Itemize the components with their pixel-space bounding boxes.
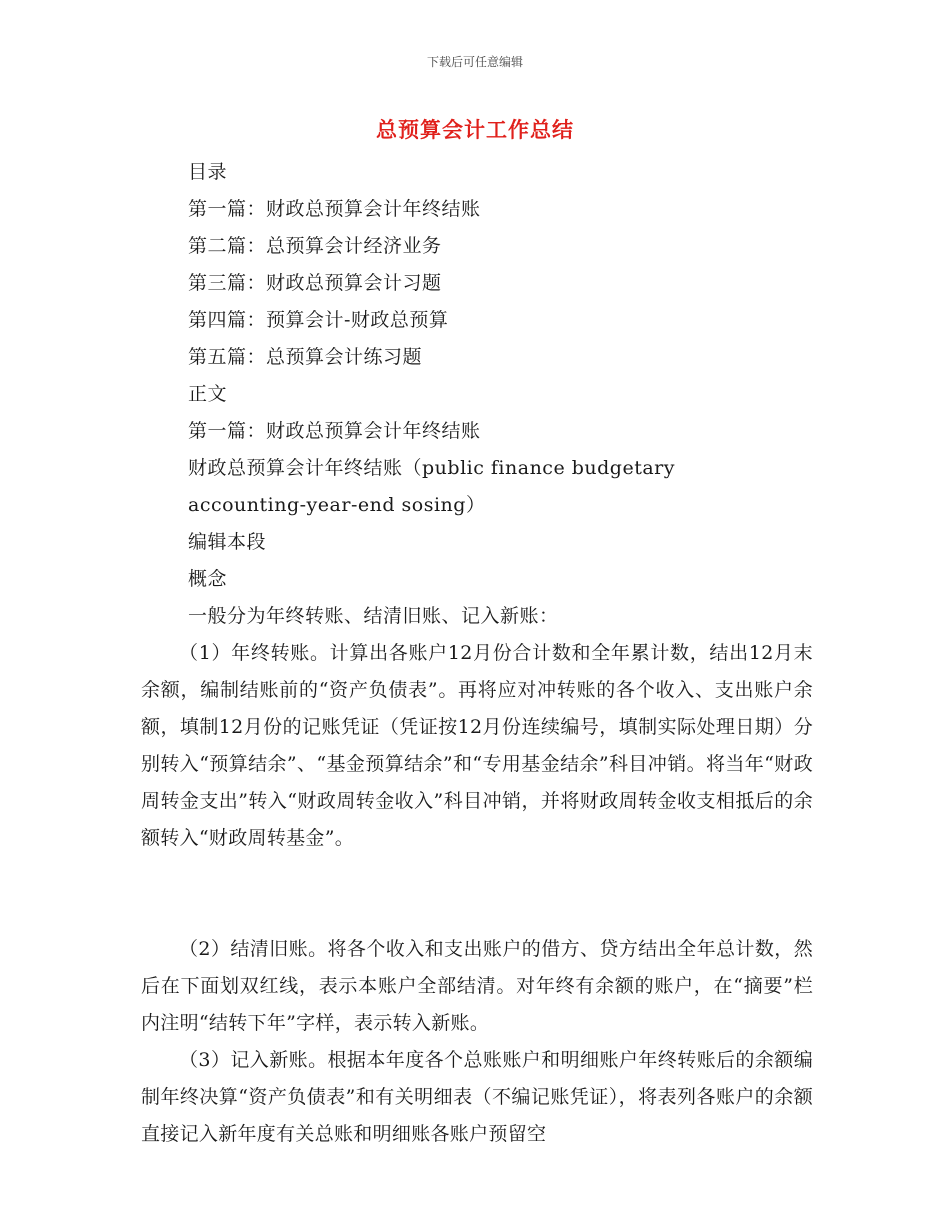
toc-item-4: 第四篇：预算会计-财政总预算 — [188, 309, 449, 331]
term-line-1: 财政总预算会计年终结账（public finance budgetary — [188, 457, 675, 479]
toc-item-2: 第二篇：总预算会计经济业务 — [188, 235, 442, 257]
concept-label: 概念 — [188, 568, 228, 590]
paragraph-1: （1）年终转账。计算出各账户12月份合计数和全年累计数，结出12月末余额，编制结账前的“资产负债表”。再将应对冲转账的各个收入、支出账户余额，填制12月份的记账凭证（凭证按12月份连续编号，填制实际处理日期）分别转入“预算结余”、“基金预算结余”和“专用基金结余”科目冲销。将当年“财政周转金支出”转入“财政周转金收入”科目冲销，并将财政周转金收支相抵后的余额转入“财政周转基金”。 — [141, 642, 813, 849]
toc-heading: 目录 — [188, 161, 228, 183]
paragraph-3: （3）记入新账。根据本年度各个总账账户和明细账户年终转账后的余额编制年终决算“资产负债表”和有关明细表（不编记账凭证），将表列各账户的余额直接记入新年度有关总账和明细账各账户预留空 — [141, 1049, 813, 1145]
chapter-heading: 第一篇：财政总预算会计年终结账 — [188, 420, 481, 442]
page-header: 下载后可任意编辑 — [426, 55, 523, 69]
intro-line: 一般分为年终转账、结清旧账、记入新账： — [188, 605, 559, 627]
term-line-2: accounting-year-end sosing） — [188, 494, 486, 516]
toc-item-5: 第五篇：总预算会计练习题 — [188, 346, 423, 368]
body-heading: 正文 — [188, 383, 228, 405]
edit-section-label: 编辑本段 — [188, 531, 267, 553]
toc-item-3: 第三篇：财政总预算会计习题 — [188, 272, 442, 294]
toc-item-1: 第一篇：财政总预算会计年终结账 — [188, 198, 481, 220]
paragraph-2: （2）结清旧账。将各个收入和支出账户的借方、贷方结出全年总计数，然后在下面划双红线，表示本账户全部结清。对年终有余额的账户，在“摘要”栏内注明“结转下年”字样，表示转入新账。 — [141, 938, 813, 1034]
document-title: 总预算会计工作总结 — [376, 118, 574, 142]
